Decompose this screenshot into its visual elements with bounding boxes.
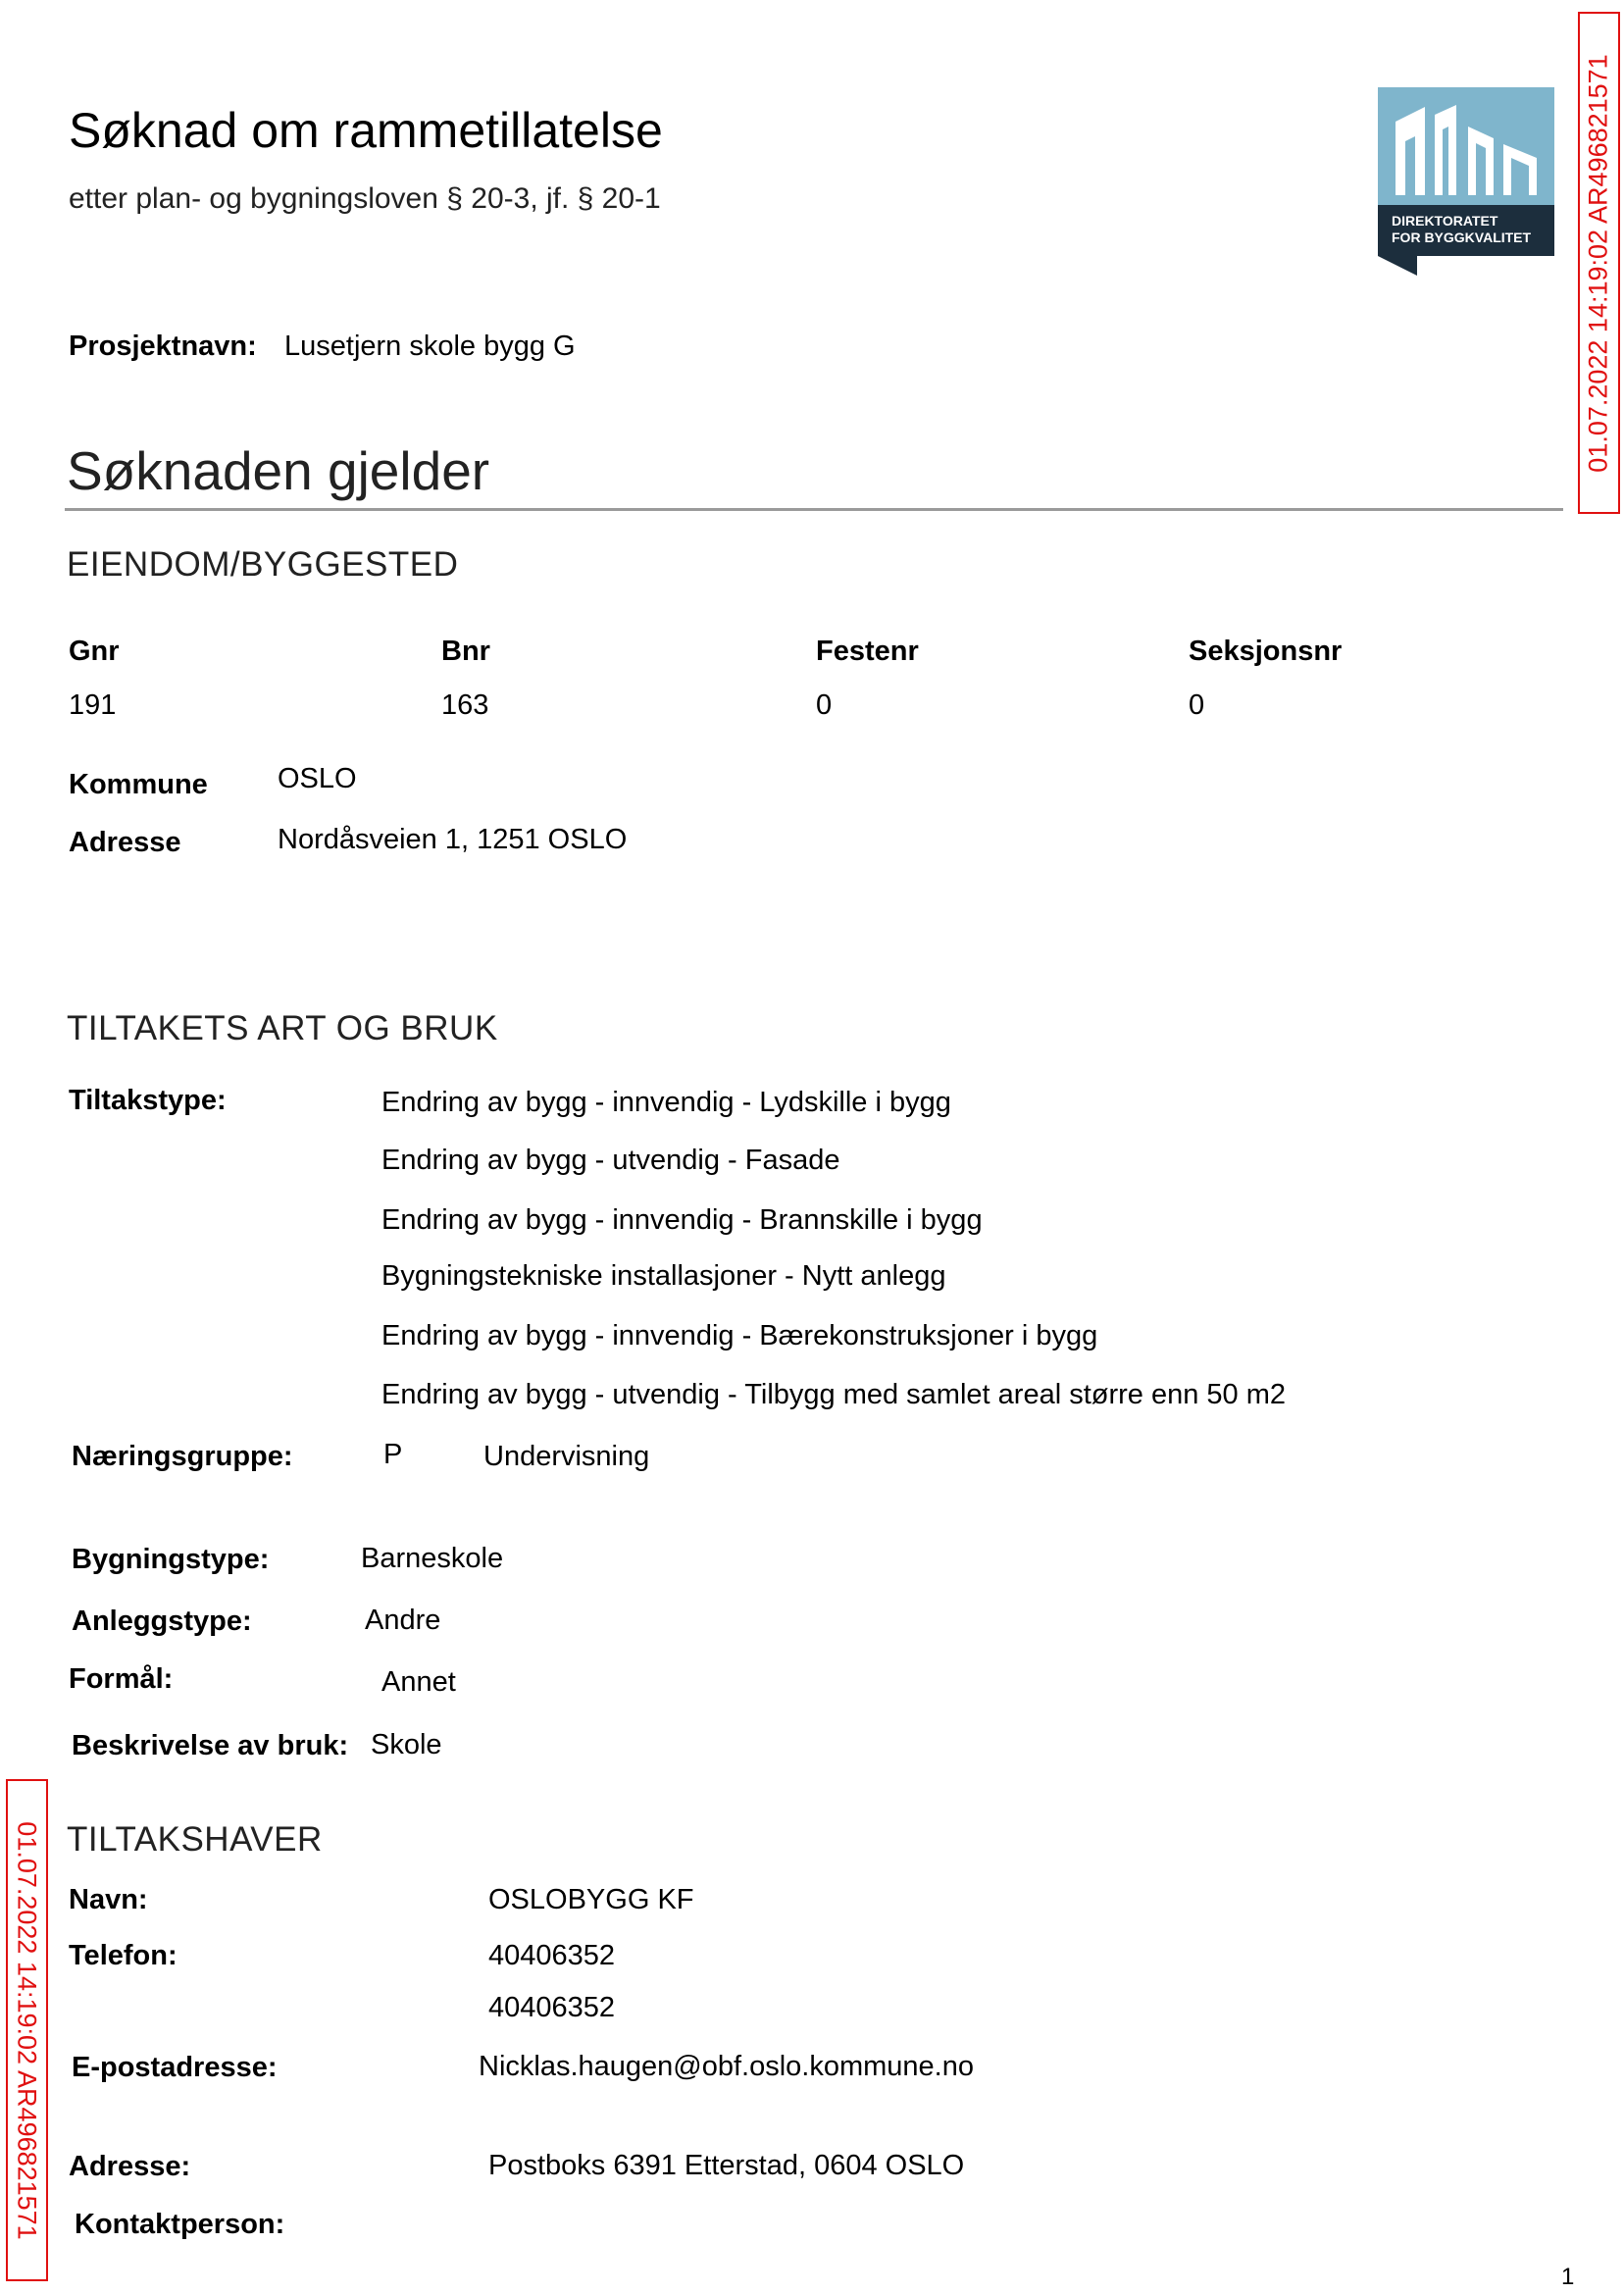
tiltakstype-item: Endring av bygg - utvendig - Tilbygg med samlet areal større enn 50 m2	[381, 1379, 1287, 1410]
kontakt-label: Kontaktperson:	[75, 2209, 285, 2240]
naeringsgruppe-code: P	[383, 1439, 403, 1470]
epost-label: E-postadresse:	[72, 2052, 278, 2083]
festenr-value: 0	[816, 689, 833, 721]
tiltakstype-label: Tiltakstype:	[69, 1085, 227, 1116]
kommune-value: OSLO	[278, 763, 357, 794]
section-heading: Søknaden gjelder	[67, 440, 490, 501]
tiltakstype-item: Endring av bygg - innvendig - Bærekonstruksjoner i bygg	[381, 1320, 1098, 1351]
bygningstype-label: Bygningstype:	[72, 1544, 270, 1575]
navn-label: Navn:	[69, 1884, 148, 1915]
naeringsgruppe-label: Næringsgruppe:	[72, 1441, 293, 1472]
bygningstype-value: Barneskole	[361, 1543, 504, 1574]
telefon-value: 40406352	[488, 1940, 616, 1971]
beskrivelse-value: Skole	[371, 1729, 442, 1760]
owner-adresse-label: Adresse:	[69, 2151, 191, 2182]
tiltakstype-item: Bygningstekniske installasjoner - Nytt anlegg	[381, 1260, 946, 1292]
anleggstype-label: Anleggstype:	[72, 1606, 252, 1637]
logo-tab	[1378, 256, 1417, 276]
formaal-value: Annet	[381, 1666, 456, 1698]
tiltakstype-item: Endring av bygg - utvendig - Fasade	[381, 1145, 840, 1176]
stamp-text: 01.07.2022 14:19:02 AR496821571	[13, 1820, 42, 2240]
formaal-label: Formål:	[69, 1663, 174, 1695]
section-divider	[65, 508, 1563, 511]
adresse-value: Nordåsveien 1, 1251 OSLO	[278, 824, 628, 855]
owner-adresse-value: Postboks 6391 Etterstad, 0604 OSLO	[488, 2150, 965, 2181]
logo-text-line1: DIREKTORATET	[1392, 213, 1498, 229]
document-subtitle: etter plan- og bygningsloven § 20-3, jf. § 20-1	[69, 182, 661, 215]
anleggstype-value: Andre	[365, 1605, 441, 1636]
tiltakstype-item: Endring av bygg - innvendig - Lydskille i bygg	[381, 1087, 951, 1118]
project-label: Prosjektnavn:	[69, 331, 257, 362]
seksjonsnr-value: 0	[1189, 689, 1205, 721]
epost-value: Nicklas.haugen@obf.oslo.kommune.no	[479, 2051, 974, 2082]
kommune-label: Kommune	[69, 769, 208, 800]
property-heading: EIENDOM/BYGGESTED	[67, 545, 459, 584]
measure-heading: TILTAKETS ART OG BRUK	[67, 1009, 498, 1047]
owner-heading: TILTAKSHAVER	[67, 1820, 323, 1859]
stamp-text: 01.07.2022 14:19:02 AR496821571	[1584, 53, 1613, 473]
bnr-label: Bnr	[441, 636, 490, 667]
telefon-label: Telefon:	[69, 1940, 178, 1971]
red-stamp-top	[1578, 12, 1620, 514]
dibk-logo	[1378, 87, 1554, 276]
navn-value: OSLOBYGG KF	[488, 1884, 694, 1915]
gnr-value: 191	[69, 689, 117, 721]
adresse-label: Adresse	[69, 827, 181, 858]
beskrivelse-label: Beskrivelse av bruk:	[72, 1730, 349, 1761]
naeringsgruppe-value: Undervisning	[483, 1441, 650, 1472]
gnr-label: Gnr	[69, 636, 120, 667]
tiltakstype-item: Endring av bygg - innvendig - Brannskille i bygg	[381, 1204, 983, 1236]
logo-graphic	[1378, 87, 1554, 276]
seksjonsnr-label: Seksjonsnr	[1189, 636, 1343, 667]
red-stamp-left	[6, 1779, 48, 2281]
page-number: 1	[1561, 2264, 1575, 2290]
logo-text-line2: FOR BYGGKVALITET	[1392, 229, 1532, 245]
document-title: Søknad om rammetillatelse	[69, 103, 663, 158]
festenr-label: Festenr	[816, 636, 919, 667]
project-value: Lusetjern skole bygg G	[284, 331, 576, 362]
telefon-value: 40406352	[488, 1992, 616, 2023]
bnr-value: 163	[441, 689, 489, 721]
